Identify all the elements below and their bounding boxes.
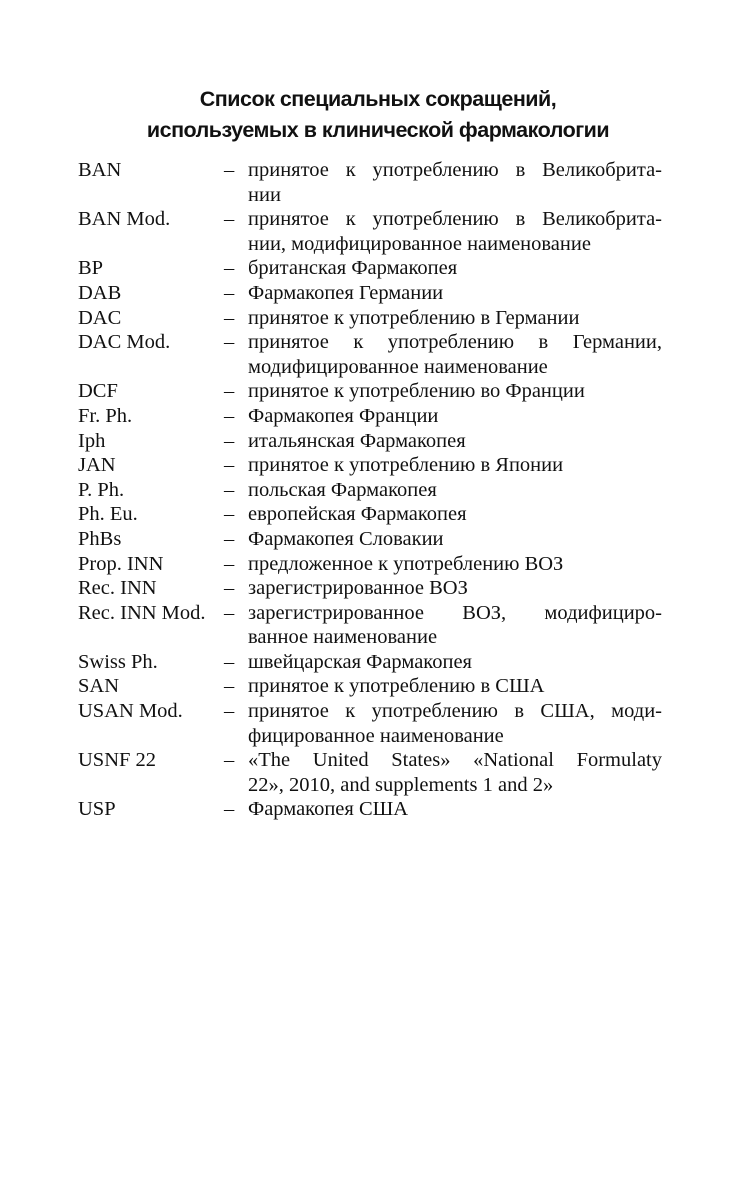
definition-line: Фармакопея Франции — [248, 404, 439, 427]
definition-dash: – — [224, 331, 235, 354]
abbreviation-definition — [248, 478, 662, 503]
abbreviation-term: DAB — [78, 281, 122, 304]
definition-line: нии — [248, 183, 281, 206]
abbreviation-definition — [248, 552, 662, 577]
definition-line: предложенное к употреблению ВОЗ — [248, 552, 564, 575]
abbreviation-definition — [248, 674, 662, 699]
abbreviation-term: Swiss Ph. — [78, 650, 158, 673]
abbreviation-term: Fr. Ph. — [78, 404, 133, 427]
definition-dash: – — [224, 601, 235, 624]
abbreviation-definition — [248, 527, 662, 552]
definition-dash: – — [224, 527, 235, 550]
abbreviation-row — [78, 748, 662, 797]
definition-line: фицированное наименование — [248, 724, 504, 747]
definition-dash: – — [224, 650, 235, 673]
abbreviation-definition — [248, 576, 662, 601]
abbreviation-list — [78, 158, 662, 822]
definition-dash: – — [224, 159, 235, 181]
abbreviation-term: SAN — [78, 675, 120, 698]
definition-line: принятое к употреблению в Великобрита- — [248, 208, 662, 231]
definition-line: принятое к употреблению в Великобрита- — [248, 159, 662, 181]
abbreviation-term: BAN — [78, 159, 122, 181]
definition-line: модифицированное наименование — [248, 355, 548, 378]
definition-line: принятое к употреблению в США, моди- — [248, 700, 662, 723]
abbreviation-row — [78, 256, 662, 281]
abbreviation-term: DCF — [78, 380, 118, 403]
definition-line: принятое к употреблению в Японии — [248, 454, 564, 477]
abbreviation-row — [78, 650, 662, 675]
abbreviation-term: DAC Mod. — [78, 331, 171, 354]
abbreviation-row — [78, 478, 662, 503]
abbreviation-definition — [248, 330, 662, 379]
abbreviation-term: USAN Mod. — [78, 700, 183, 723]
definition-dash: – — [224, 577, 235, 600]
abbreviation-row — [78, 379, 662, 404]
definition-line: польская Фармакопея — [248, 478, 437, 501]
definition-line: принятое к употреблению в США — [248, 675, 545, 698]
definition-line: европейская Фармакопея — [248, 503, 467, 526]
definition-line: британская Фармакопея — [248, 257, 458, 280]
definition-line: Фармакопея США — [248, 798, 409, 821]
abbreviation-term: JAN — [78, 454, 116, 477]
definition-dash: – — [224, 454, 235, 477]
abbreviation-term: Rec. INN Mod. — [78, 601, 206, 624]
abbreviation-term: P. Ph. — [78, 478, 125, 501]
abbreviation-row — [78, 158, 662, 207]
abbreviation-definition — [248, 379, 662, 404]
definition-line: зарегистрированное ВОЗ, модифициро- — [248, 601, 662, 624]
abbreviation-term: Rec. INN — [78, 577, 157, 600]
abbreviation-row — [78, 207, 662, 256]
abbreviation-row — [78, 527, 662, 552]
definition-dash: – — [224, 208, 235, 231]
definition-dash: – — [224, 404, 235, 427]
definition-dash: – — [224, 749, 235, 772]
page-title — [0, 84, 756, 146]
definition-dash: – — [224, 478, 235, 501]
definition-dash: – — [224, 257, 235, 280]
definition-line: итальянская Фармакопея — [248, 429, 466, 452]
abbreviation-definition — [248, 306, 662, 331]
abbreviation-row — [78, 576, 662, 601]
abbreviation-row — [78, 601, 662, 650]
definition-dash: – — [224, 306, 235, 329]
abbreviation-term: Prop. INN — [78, 552, 164, 575]
definition-line: «The United States» «National Formulaty — [248, 749, 662, 772]
definition-line: принятое к употреблению во Франции — [248, 380, 585, 403]
page-title-line-2: используемых в клинической фармакологии — [146, 118, 610, 142]
definition-dash: – — [224, 503, 235, 526]
definition-dash: – — [224, 380, 235, 403]
abbreviation-term: PhBs — [78, 527, 122, 550]
definition-dash: – — [224, 675, 235, 698]
definition-line: принятое к употреблению в Германии — [248, 306, 580, 329]
abbreviation-term: USNF 22 — [78, 749, 157, 772]
abbreviation-term: BP — [78, 257, 104, 280]
definition-line: нии, модифицированное наименование — [248, 232, 591, 255]
abbreviation-row — [78, 797, 662, 822]
abbreviation-row — [78, 453, 662, 478]
definition-dash: – — [224, 281, 235, 304]
abbreviation-definition — [248, 207, 662, 256]
definition-dash: – — [224, 700, 235, 723]
abbreviation-definition — [248, 502, 662, 527]
abbreviation-term: BAN Mod. — [78, 208, 171, 231]
abbreviation-term: Ph. Eu. — [78, 503, 138, 526]
abbreviation-definition — [248, 797, 662, 822]
abbreviation-definition — [248, 748, 662, 797]
definition-line: Фармакопея Германии — [248, 281, 444, 304]
definition-line: 22», 2010, and supplements 1 and 2» — [248, 773, 554, 796]
abbreviation-row — [78, 674, 662, 699]
abbreviation-definition — [248, 256, 662, 281]
definition-line: Фармакопея Словакии — [248, 527, 444, 550]
abbreviation-definition — [248, 650, 662, 675]
definition-dash: – — [224, 798, 235, 821]
abbreviation-row — [78, 281, 662, 306]
abbreviation-term: USP — [78, 798, 116, 821]
abbreviation-row — [78, 429, 662, 454]
definition-dash: – — [224, 552, 235, 575]
definition-line: швейцарская Фармакопея — [248, 650, 472, 673]
abbreviation-definition — [248, 404, 662, 429]
abbreviation-definition — [248, 699, 662, 748]
abbreviation-term: Iph — [78, 429, 106, 452]
page-title-line-1: Список специальных сокращений, — [199, 87, 557, 111]
definition-line: принятое к употреблению в Германии, — [248, 331, 662, 354]
abbreviation-row — [78, 330, 662, 379]
abbreviation-row — [78, 404, 662, 429]
abbreviation-definition — [248, 429, 662, 454]
abbreviation-row — [78, 699, 662, 748]
abbreviation-definition — [248, 601, 662, 650]
abbreviation-definition — [248, 281, 662, 306]
definition-dash: – — [224, 429, 235, 452]
definition-line: ванное наименование — [248, 626, 438, 649]
abbreviation-row — [78, 552, 662, 577]
abbreviation-row — [78, 502, 662, 527]
abbreviation-term: DAC — [78, 306, 122, 329]
abbreviation-definition — [248, 158, 662, 207]
definition-line: зарегистрированное ВОЗ — [248, 577, 468, 600]
abbreviation-row — [78, 306, 662, 331]
abbreviation-definition — [248, 453, 662, 478]
